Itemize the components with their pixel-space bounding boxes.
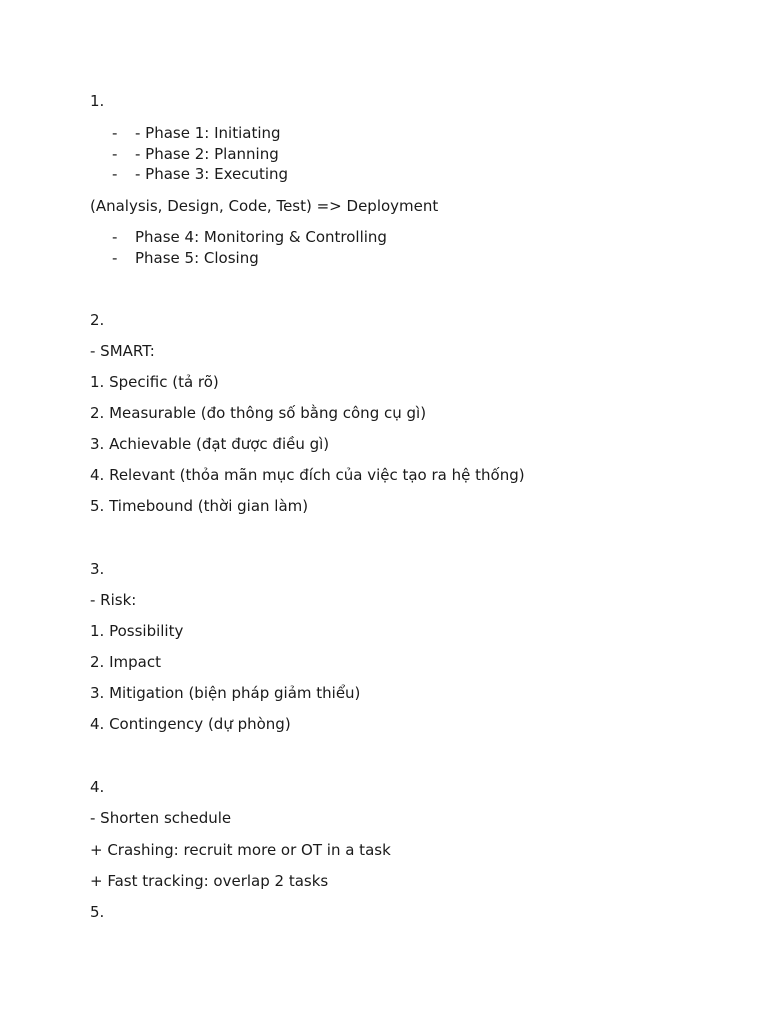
smart-item: 5. Timebound (thời gian làm) (90, 497, 309, 515)
bullet-dash: - (112, 228, 118, 246)
phase-list-item (112, 228, 387, 246)
schedule-item: + Fast tracking: overlap 2 tasks (90, 872, 329, 890)
phase-list-item (112, 124, 281, 142)
schedule-item: + Crashing: recruit more or OT in a task (90, 841, 391, 859)
phase-text: - Phase 3: Executing (135, 165, 289, 183)
smart-item: 1. Specific (tả rõ) (90, 373, 219, 391)
risk-item: 4. Contingency (dự phòng) (90, 715, 291, 733)
risk-item: 1. Possibility (90, 622, 184, 640)
phase-text: - Phase 2: Planning (135, 145, 279, 163)
smart-heading: - SMART: (90, 342, 155, 360)
phase-text: Phase 5: Closing (135, 249, 259, 267)
section-3-number: 3. (90, 560, 105, 578)
section-1-number: 1. (90, 92, 105, 110)
phase-list-item (112, 165, 288, 183)
phase-text: - Phase 1: Initiating (135, 124, 281, 142)
phase-list-item (112, 145, 279, 163)
smart-item: 3. Achievable (đạt được điều gì) (90, 435, 330, 453)
phase-text: Phase 4: Monitoring & Controlling (135, 228, 387, 246)
smart-item: 4. Relevant (thỏa mãn mục đích của việc tạo ra hệ thống) (90, 466, 525, 484)
bullet-dash: - (112, 124, 118, 142)
bullet-dash: - (112, 165, 118, 183)
schedule-heading: - Shorten schedule (90, 809, 232, 827)
smart-item: 2. Measurable (đo thông số bằng công cụ gì) (90, 404, 427, 422)
risk-item: 2. Impact (90, 653, 161, 671)
section-5-number: 5. (90, 903, 105, 921)
risk-item: 3. Mitigation (biện pháp giảm thiểu) (90, 684, 361, 702)
bullet-dash: - (112, 145, 118, 163)
section-2-number: 2. (90, 311, 105, 329)
bullet-dash: - (112, 249, 118, 267)
phase-list-item (112, 249, 259, 267)
section-4-number: 4. (90, 778, 105, 796)
executing-note: (Analysis, Design, Code, Test) => Deployment (90, 197, 439, 215)
risk-heading: - Risk: (90, 591, 137, 609)
